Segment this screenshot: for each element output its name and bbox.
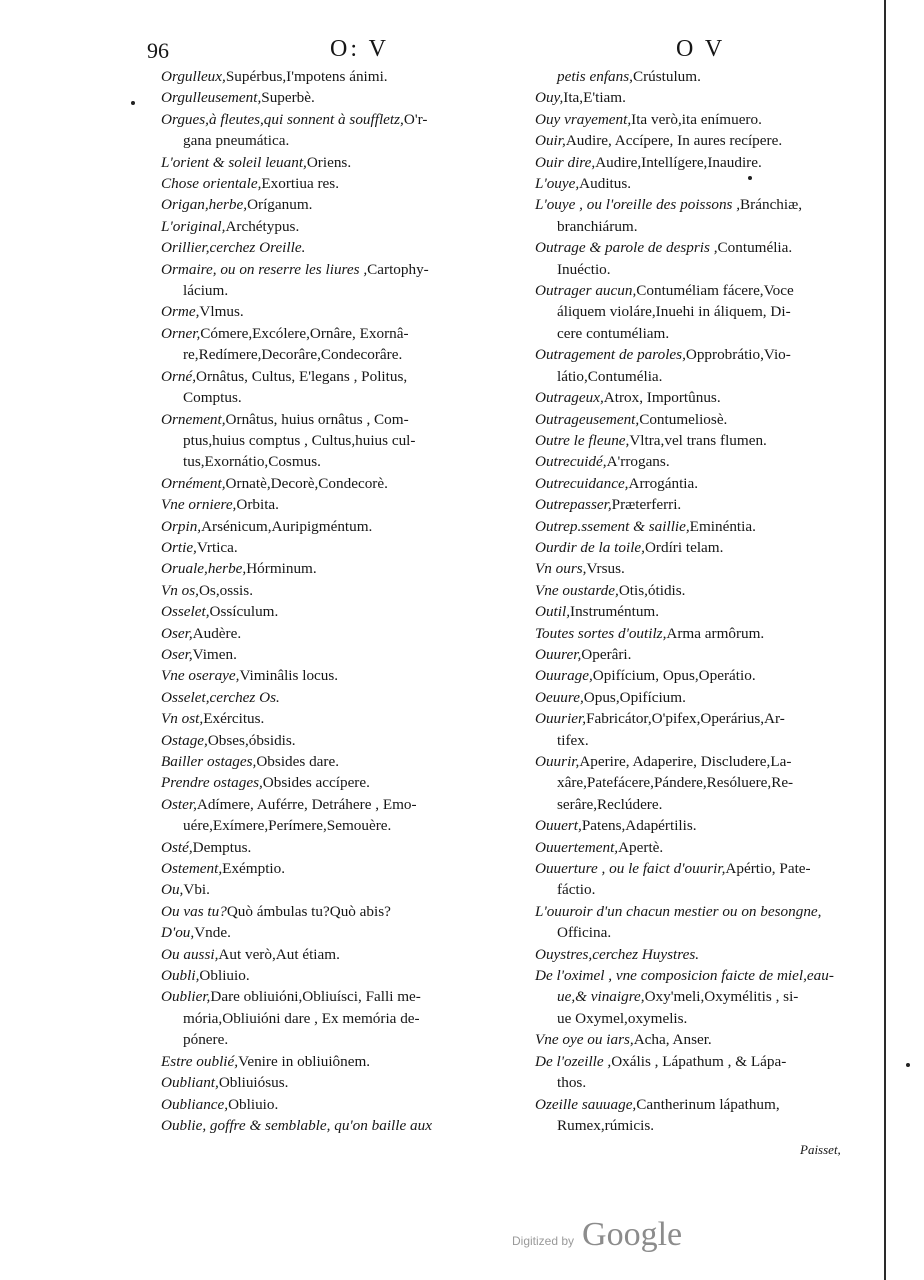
dictionary-entry (535, 130, 869, 151)
entry-latin: Adímere, Auférre, Detráhere , Emo- (196, 795, 417, 813)
entry-headword: Orgulleux, (161, 68, 226, 85)
entry-latin: Instruméntum. (570, 603, 660, 621)
entry-continuation (535, 259, 869, 280)
dictionary-entry (535, 387, 869, 408)
entry-headword: Ortie, (161, 538, 197, 556)
entry-continuation (535, 922, 869, 943)
entry-latin: Vbi. (183, 881, 210, 899)
entry-continuation (535, 1115, 869, 1136)
entry-headword: petis enfans, (557, 68, 633, 85)
dictionary-entry (535, 601, 869, 622)
entry-headword: Oubliant, (161, 1074, 219, 1092)
entry-latin-continuation: branchiárum. (557, 217, 638, 235)
entry-latin: Audire,Intellígere,Inaudire. (595, 153, 762, 171)
entry-continuation (161, 1008, 523, 1029)
entry-headword: Osselet,cerchez Os. (161, 688, 280, 706)
entry-latin: Superbè. (261, 89, 315, 107)
entry-headword: Outrage & parole de despris , (535, 239, 718, 257)
entry-headword: Outrecuidance, (535, 474, 629, 492)
entry-headword: Ouurer, (535, 645, 582, 663)
dictionary-entry (161, 879, 523, 900)
entry-latin-continuation: Rumex,rúmicis. (557, 1116, 655, 1134)
entry-latin-continuation: re,Redímere,Decorâre,Condecorâre. (183, 346, 403, 364)
entry-headword: Ouystres,cerchez Huystres. (535, 945, 700, 963)
entry-headword-continuation: ue,& vinaigre, (557, 988, 645, 1006)
dictionary-entry (161, 858, 523, 879)
entry-headword: Orpin, (161, 517, 202, 535)
dictionary-entry (535, 473, 869, 494)
entry-latin: Atrox, Importûnus. (603, 389, 721, 407)
entry-headword: Ouurir, (535, 753, 580, 770)
entry-latin: Oxális , Lápathum , & Lápa- (611, 1052, 787, 1070)
entry-headword: Ou aussi, (161, 945, 219, 963)
entry-headword: Ouy, (535, 89, 564, 107)
entry-continuation (535, 1072, 869, 1093)
entry-headword: Outrepasser, (535, 496, 612, 514)
entry-latin-continuation: mória,Obliuióni dare , Ex memória de- (183, 1009, 420, 1027)
right-column (535, 66, 869, 1136)
dictionary-entry (535, 858, 869, 901)
entry-headword: Vne oseraye, (161, 667, 240, 685)
entry-headword: Origan,herbe, (161, 196, 248, 214)
dictionary-entry (535, 837, 869, 858)
entry-latin: Oriens. (306, 153, 352, 171)
entry-latin: Præterferri. (611, 496, 682, 514)
entry-continuation (535, 772, 869, 793)
entry-latin: Quò ámbulas tu?Quò abis? (226, 902, 391, 920)
entry-latin-continuation: uére,Exímere,Perímere,Semouère. (183, 817, 392, 835)
entry-latin: Exémptio. (222, 860, 286, 878)
entry-continuation (535, 730, 869, 751)
watermark-prefix: Digitized by (512, 1234, 575, 1248)
entry-latin: Auditus. (579, 175, 632, 193)
entry-latin-continuation: thos. (557, 1074, 587, 1092)
dictionary-entry (535, 1094, 869, 1137)
dictionary-entry (535, 815, 869, 836)
watermark-brand: Google (582, 1216, 683, 1253)
entry-continuation (161, 280, 523, 301)
dictionary-entry (161, 837, 523, 858)
entry-headword: Bailler ostages, (161, 753, 257, 770)
dictionary-entry (535, 87, 869, 108)
entry-latin: Vrtica. (196, 538, 238, 556)
entry-latin: Operâri. (581, 645, 632, 663)
dictionary-entry (161, 922, 523, 943)
entry-headword: Vn ost, (161, 710, 204, 728)
entry-latin: Crústulum. (632, 68, 701, 85)
entry-latin: Contuméliam fácere,Voce (636, 282, 794, 300)
entry-latin: Hórminum. (246, 560, 317, 578)
ink-speck (131, 101, 135, 105)
entry-headword: Ouuertement, (535, 838, 619, 856)
entry-latin-continuation: ptus,huius comptus , Cultus,huius cul- (183, 431, 416, 449)
entry-latin: Dare obliuióni,Obliuísci, Falli me- (210, 988, 421, 1006)
entry-latin: A'rrogans. (606, 453, 670, 471)
entry-headword: Oubliance, (161, 1095, 229, 1113)
dictionary-entry (161, 644, 523, 665)
entry-latin: Contumélia. (717, 239, 793, 257)
entry-headword: Outrecuidé, (535, 453, 607, 471)
entry-headword: Orné, (161, 367, 197, 385)
entry-headword: Outre le fleune, (535, 431, 630, 449)
entry-headword: Ozeille sauuage, (535, 1095, 637, 1113)
page-edge-rule (884, 0, 886, 1280)
entry-headword: Ornément, (161, 474, 226, 492)
dictionary-entry (535, 687, 869, 708)
entry-headword: L'ouye , ou l'oreille des poissons , (535, 196, 741, 214)
dictionary-entry (161, 87, 523, 108)
dictionary-entry (161, 986, 523, 1050)
entry-headword: Prendre ostages, (161, 774, 263, 792)
dictionary-entry (535, 430, 869, 451)
dictionary-entry (161, 537, 523, 558)
entry-headword: Chose orientale, (161, 175, 262, 193)
entry-headword: L'ouuroir d'un chacun mestier ou on besongne, (535, 902, 822, 920)
dictionary-entry (161, 965, 523, 986)
dictionary-entry (535, 173, 869, 194)
entry-latin-continuation: xâre,Patefácere,Pándere,Resóluere,Re- (557, 774, 794, 792)
entry-headword: Oster, (161, 795, 197, 813)
entry-latin: Obliuiósus. (218, 1074, 289, 1092)
page-number: 96 (147, 38, 169, 63)
dictionary-entry (161, 794, 523, 837)
entry-latin: Oríganum. (247, 196, 313, 214)
entry-continuation (535, 366, 869, 387)
dictionary-entry (161, 601, 523, 622)
dictionary-entry (535, 152, 869, 173)
entry-latin: Contumeliosè. (639, 410, 728, 428)
dictionary-entry (161, 730, 523, 751)
dictionary-entry (161, 66, 523, 87)
dictionary-entry (535, 109, 869, 130)
dictionary-entry (535, 237, 869, 280)
dictionary-entry (535, 708, 869, 751)
dictionary-entry (161, 1115, 523, 1136)
dictionary-entry (161, 901, 523, 922)
dictionary-entry (535, 194, 869, 237)
entry-latin: Arrogántia. (628, 474, 699, 492)
dictionary-entry (161, 173, 523, 194)
entry-latin: Obses,óbsidis. (207, 731, 296, 749)
dictionary-entry (161, 1094, 523, 1115)
entry-latin: O'r- (403, 110, 428, 128)
entry-headword: Oruale,herbe, (161, 560, 247, 578)
entry-headword: Ou, (161, 881, 184, 899)
dictionary-entry (535, 965, 869, 1029)
entry-headword: Ornement, (161, 410, 226, 428)
entry-latin: Ita,E'tiam. (563, 89, 626, 107)
entry-latin: Supérbus,I'mpotens ánimi. (225, 68, 388, 85)
left-column (161, 66, 523, 1136)
entry-latin: Opprobrátio,Vio- (685, 346, 791, 364)
entry-headword: Ouy vrayement, (535, 110, 632, 128)
dictionary-entry (161, 259, 523, 302)
dictionary-entry (161, 301, 523, 322)
entry-headword: L'ouye, (535, 175, 580, 193)
entry-latin: Ordíri telam. (644, 538, 724, 556)
entry-latin: Cantherinum lápathum, (636, 1095, 780, 1113)
dictionary-entry (161, 409, 523, 473)
dictionary-entry (161, 944, 523, 965)
dictionary-entry (161, 751, 523, 772)
entry-continuation: tus,Exornátio,Cosmus. (183, 453, 321, 471)
dictionary-entry (535, 665, 869, 686)
entry-latin: Exortiua res. (261, 175, 340, 193)
entry-latin: Cartophy- (367, 260, 429, 278)
entry-latin-continuation: látio,Contumélia. (557, 367, 663, 385)
entry-headword: Vne orniere, (161, 496, 237, 514)
entry-headword: Ou vas tu? (161, 902, 227, 920)
entry-latin: Apertè. (618, 838, 664, 856)
dictionary-entry (535, 66, 869, 87)
entry-latin-continuation: tifex. (557, 731, 589, 749)
entry-latin: Viminâlis locus. (239, 667, 339, 685)
entry-latin: Arma armôrum. (666, 624, 765, 642)
entry-latin: Ornâtus, huius ornâtus , Com- (225, 410, 409, 428)
running-header-right: O V (676, 36, 726, 62)
dictionary-entry (161, 665, 523, 686)
entry-latin-continuation: Comptus. (183, 389, 242, 407)
entry-headword: Orillier,cerchez Oreille. (161, 239, 306, 257)
entry-headword: Outrager aucun, (535, 282, 637, 300)
dictionary-entry (535, 344, 869, 387)
dictionary-entry (535, 280, 869, 344)
entry-headword: Ouurier, (535, 710, 587, 728)
entry-latin: Obliuio. (228, 1095, 279, 1113)
dictionary-entry (161, 237, 523, 258)
entry-latin: Orbita. (236, 496, 279, 514)
entry-latin: Aperire, Adaperire, Discludere,La- (579, 753, 792, 770)
dictionary-entry (535, 516, 869, 537)
entry-latin: Patens,Adapértilis. (581, 817, 697, 835)
dictionary-entry (161, 558, 523, 579)
entry-latin: Obsides dare. (256, 753, 340, 770)
dictionary-entry (535, 944, 869, 965)
entry-headword: Oeuure, (535, 688, 584, 706)
entry-headword: Osté, (161, 838, 193, 856)
entry-latin: Demptus. (192, 838, 252, 856)
entry-latin: Fabricátor,O'pifex,Operárius,Ar- (586, 710, 785, 728)
entry-continuation (535, 879, 869, 900)
entry-continuation (535, 986, 869, 1007)
dictionary-entry (535, 901, 869, 944)
entry-latin: Exércitus. (203, 710, 265, 728)
entry-latin-continuation: Oxy'meli,Oxymélitis , si- (644, 988, 799, 1006)
entry-latin: Obsides accípere. (262, 774, 370, 792)
entry-latin-continuation: fáctio. (557, 881, 596, 899)
entry-headword: Vn ours, (535, 560, 587, 578)
entry-latin: Audire, Accípere, In aures recípere. (565, 132, 783, 150)
entry-headword: De l'ozeille , (535, 1052, 612, 1070)
entry-headword: Orme, (161, 303, 200, 321)
entry-continuation (161, 815, 523, 836)
dictionary-entry (535, 537, 869, 558)
entry-headword: Vn os, (161, 581, 199, 599)
entry-latin: Vrsus. (586, 560, 625, 578)
dictionary-entry (161, 323, 523, 366)
entry-latin: Cómere,Excólere,Ornâre, Exornâ- (200, 324, 409, 342)
dictionary-entry (161, 1051, 523, 1072)
ink-speck (748, 176, 752, 180)
dictionary-entry (535, 580, 869, 601)
entry-headword: Oublier, (161, 988, 211, 1006)
entry-headword: Ourdir de la toile, (535, 538, 645, 556)
entry-latin: Vnde. (194, 924, 231, 942)
entry-headword: Ouurage, (535, 667, 593, 685)
running-header-left: O: V (330, 36, 389, 62)
entry-latin: Bránchiæ, (740, 196, 803, 214)
entry-headword: Ostage, (161, 731, 208, 749)
entry-headword: Orgulleusement, (161, 89, 262, 107)
entry-latin-continuation: áliquem violáre,Inuehi in áliquem, Di- (557, 303, 791, 321)
dictionary-entry (535, 1029, 869, 1050)
entry-latin: Audère. (192, 624, 242, 642)
entry-headword: Outil, (535, 603, 571, 621)
entry-headword: Oser, (161, 624, 193, 642)
dictionary-entry (535, 623, 869, 644)
dictionary-entry (535, 409, 869, 430)
entry-headword: Oubli, (161, 967, 200, 985)
entry-headword: Orner, (161, 324, 201, 342)
dictionary-entry (161, 687, 523, 708)
entry-latin-continuation: Inuéctio. (557, 260, 611, 278)
entry-continuation: serâre,Reclúdere. (557, 795, 663, 813)
entry-latin-continuation: lácium. (183, 282, 229, 300)
entry-headword: Toutes sortes d'outilz, (535, 624, 667, 642)
entry-latin: Ornatè,Decorè,Condecorè. (225, 474, 388, 492)
entry-latin: Apértio, Pate- (725, 860, 811, 878)
entry-headword: Orgues,à fleutes,qui sonnent à souffletz, (161, 110, 404, 128)
entry-latin: Vimen. (192, 645, 237, 663)
entry-headword: Ouuerture , ou le faict d'ouurir, (535, 860, 726, 878)
dictionary-entry (535, 494, 869, 515)
entry-continuation (535, 216, 869, 237)
entry-latin: Ita verò,ita enímuero. (631, 110, 762, 128)
dictionary-entry (161, 1072, 523, 1093)
entry-latin: Acha, Anser. (633, 1031, 712, 1049)
entry-headword: Outrageux, (535, 389, 604, 407)
entry-latin: Opus,Opifícium. (583, 688, 686, 706)
entry-headword: Outrep.ssement & saillie, (535, 517, 690, 535)
entry-latin: Ossículum. (209, 603, 279, 621)
dictionary-entry (161, 494, 523, 515)
dictionary-entry (535, 751, 869, 815)
entry-headword: Outrageusement, (535, 410, 640, 428)
entry-continuation (161, 130, 523, 151)
entry-headword: De l'oximel , vne composicion faicte de miel,eau- (535, 967, 834, 985)
entry-headword: Ouir dire, (535, 153, 596, 171)
entry-latin-continuation: gana pneumática. (183, 132, 290, 150)
entry-continuation (535, 301, 869, 322)
entry-continuation: pónere. (183, 1031, 229, 1049)
entry-latin: Aut verò,Aut étiam. (218, 945, 340, 963)
entry-latin: Venire in obliuiônem. (238, 1052, 371, 1070)
entry-headword: Oublie, goffre & semblable, qu'on baille aux (161, 1116, 432, 1134)
dictionary-entry (161, 194, 523, 215)
entry-latin: Vltra,vel trans flumen. (629, 431, 767, 449)
dictionary-entry (161, 708, 523, 729)
entry-latin: Archétypus. (225, 217, 300, 235)
entry-continuation (161, 430, 523, 451)
entry-headword: L'original, (161, 217, 226, 235)
dictionary-entry (535, 451, 869, 472)
dictionary-entry (535, 1051, 869, 1094)
dictionary-entry (161, 216, 523, 237)
entry-headword: Outragement de paroles, (535, 346, 686, 364)
entry-headword: Osselet, (161, 603, 210, 621)
ink-speck (906, 1063, 910, 1067)
entry-headword: Ouuert, (535, 817, 582, 835)
entry-latin: Vlmus. (199, 303, 244, 321)
entry-headword: Ouir, (535, 132, 566, 150)
dictionary-entry (535, 558, 869, 579)
entry-latin: Eminéntia. (689, 517, 756, 535)
entry-headword: D'ou, (161, 924, 195, 942)
dictionary-entry (161, 516, 523, 537)
dictionary-entry (535, 644, 869, 665)
dictionary-entry (161, 366, 523, 409)
entry-latin: Opifícium, Opus,Operátio. (592, 667, 756, 685)
entry-latin: Arsénicum,Auripigméntum. (201, 517, 373, 535)
dictionary-entry (161, 109, 523, 152)
entry-latin: Ornâtus, Cultus, E'legans , Politus, (196, 367, 408, 385)
entry-continuation (161, 387, 523, 408)
dictionary-entry (161, 152, 523, 173)
entry-headword: Vne oustarde, (535, 581, 619, 599)
entry-headword: Vne oye ou iars, (535, 1031, 634, 1049)
entry-latin: Otis,ótidis. (618, 581, 686, 599)
dictionary-entry (161, 473, 523, 494)
dictionary-entry (161, 580, 523, 601)
dictionary-entry (161, 772, 523, 793)
entry-headword: Estre oublié, (161, 1052, 239, 1070)
dictionary-entry (161, 623, 523, 644)
entry-latin: Os,ossis. (198, 581, 253, 599)
catchword: Paisset, (800, 1142, 841, 1157)
entry-headword: Ormaire, ou on reserre les liures , (161, 260, 368, 278)
entry-headword: Oser, (161, 645, 193, 663)
entry-continuation: cere contuméliam. (557, 324, 670, 342)
entry-latin-continuation: Officina. (557, 924, 612, 942)
entry-latin: Obliuio. (199, 967, 250, 985)
entry-continuation (161, 344, 523, 365)
digitized-watermark (512, 1216, 682, 1254)
entry-continuation: ue Oxymel,oxymelis. (557, 1009, 688, 1027)
entry-headword: Ostement, (161, 860, 223, 878)
entry-headword: L'orient & soleil leuant, (161, 153, 307, 171)
